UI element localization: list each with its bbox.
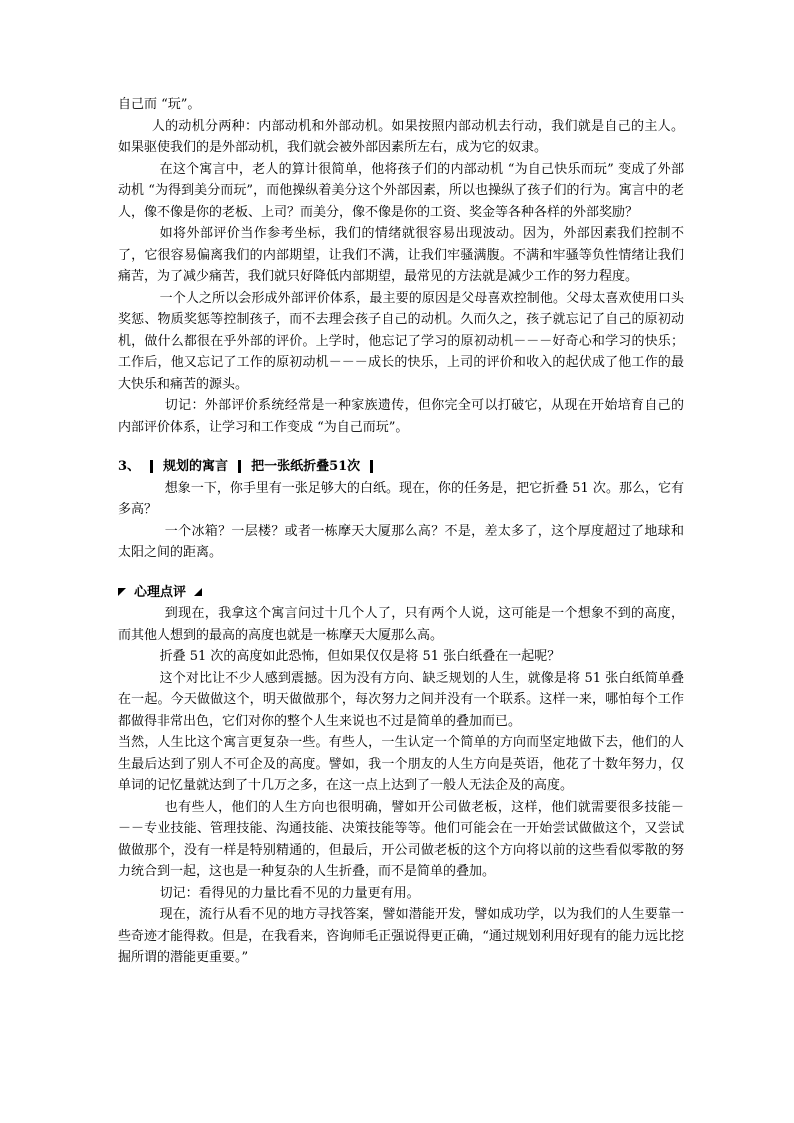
bar-marker-icon — [370, 460, 373, 473]
bar-marker-icon — [238, 460, 241, 473]
psych-comment-title: 心理点评 — [134, 584, 187, 600]
paragraph: 当然，人生比这个寓言更复杂一些。有些人，一生认定一个简单的方向而坚定地做下去，他们的人生最后达到了别人不可企及的高度。譬如，我一个朋友的人生方向是英语，他花了十数年努力，仅单词的记忆量就达到了十几万之多，在这一点上达到了一般人无法企及的高度。 — [118, 735, 684, 793]
paragraph: 到现在，我拿这个寓言问过十几个人了，只有两个人说，这可能是一个想象不到的高度，而其他人想到的最高的高度也就是一栋摩天大厦那么高。 — [118, 606, 684, 643]
paragraph: 一个人之所以会形成外部评价体系，最主要的原因是父母喜欢控制他。父母太喜欢使用口头奖惩、物质奖惩等控制孩子，而不去理会孩子自己的动机。久而久之，孩子就忘记了自己的原初动机，做什么都很在乎外部的评价。上学时，他忘记了学习的原初动机－－－好奇心和学习的快乐；工作后，他又忘记了工作的原初动机－－－成长的快乐，上司的评价和收入的起伏成了他工作的最大快乐和痛苦的源头。 — [118, 290, 684, 392]
paragraph: 也有些人，他们的人生方向也很明确，譬如开公司做老板，这样，他们就需要很多技能－－－专业技能、管理技能、沟通技能、决策技能等等。他们可能会在一开始尝试做做这个，又尝试做做那个，没有一样是特别精通的，但最后，开公司做老板的这个方向将以前的这些看似零散的努力统合到一起，这也是一种复杂的人生折叠，而不是简单的叠加。 — [118, 799, 684, 879]
paragraph: 人的动机分两种：内部动机和外部动机。如果按照内部动机去行动，我们就是自己的主人。如果驱使我们的是外部动机，我们就会被外部因素所左右，成为它的奴隶。 — [118, 118, 684, 155]
psych-comment-heading — [118, 582, 684, 604]
paragraph: 一个冰箱？一层楼？或者一栋摩天大厦那么高？不是，差太多了，这个厚度超过了地球和太阳之间的距离。 — [118, 523, 684, 560]
paragraph: 想象一下，你手里有一张足够大的白纸。现在，你的任务是，把它折叠 51 次。那么，它有多高？ — [118, 480, 684, 517]
page-content — [118, 94, 684, 969]
paragraph: 如将外部评价当作参考坐标，我们的情绪就很容易出现波动。因为，外部因素我们控制不了，它很容易偏离我们的内部期望，让我们不满，让我们牢骚满腹。不满和牢骚等负性情绪让我们痛苦，为了减少痛苦，我们就只好降低内部期望，最常见的方法就是减少工作的努力程度。 — [118, 226, 684, 284]
paragraph: 在这个寓言中，老人的算计很简单，他将孩子们的内部动机 “为自己快乐而玩” 变成了外部动机 “为得到美分而玩”，而他操纵着美分这个外部因素，所以也操纵了孩子们的行为。寓言中的老人，像不像是你的老板、上司？而美分，像不像是你的工资、奖金等各种各样的外部奖励？ — [118, 161, 684, 220]
spacer — [118, 438, 684, 456]
triangle-corner-icon — [118, 588, 126, 596]
paragraph: 切记：看得见的力量比看不见的力量更有用。 — [159, 885, 420, 901]
section-title: 把一张纸折叠51次 — [251, 459, 361, 474]
spacer — [118, 564, 684, 582]
triangle-corner-icon — [194, 588, 202, 596]
paragraph: 现在，流行从看不见的地方寻找答案，譬如潜能开发，譬如成功学，以为我们的人生要靠一些奇迹才能得救。但是，在我看来，咨询师毛正强说得更正确，“通过规划利用好现有的能力远比挖掘所谓的潜能更重要。” — [118, 907, 684, 965]
section-number: 3、 — [118, 459, 141, 474]
paragraph: 切记：外部评价系统经常是一种家族遗传，但你完全可以打破它，从现在开始培育自己的内部评价体系，让学习和工作变成 “为自己而玩”。 — [118, 398, 684, 435]
paragraph: 自己而 “玩”。 — [118, 97, 201, 112]
bar-marker-icon — [150, 460, 153, 473]
paragraph: 这个对比让不少人感到震撼。因为没有方向、缺乏规划的人生，就像是将 51 张白纸简单叠在一起。今天做做这个，明天做做那个，每次努力之间并没有一个联系。这样一来，哪怕每个工作都做得非常出色，它们对你的整个人生来说也不过是简单的叠加而已。 — [118, 670, 684, 729]
paragraph: 折叠 51 次的高度如此恐怖，但如果仅仅是将 51 张白纸叠在一起呢？ — [159, 649, 561, 664]
section-category: 规划的寓言 — [163, 459, 229, 474]
section-heading — [118, 456, 684, 478]
